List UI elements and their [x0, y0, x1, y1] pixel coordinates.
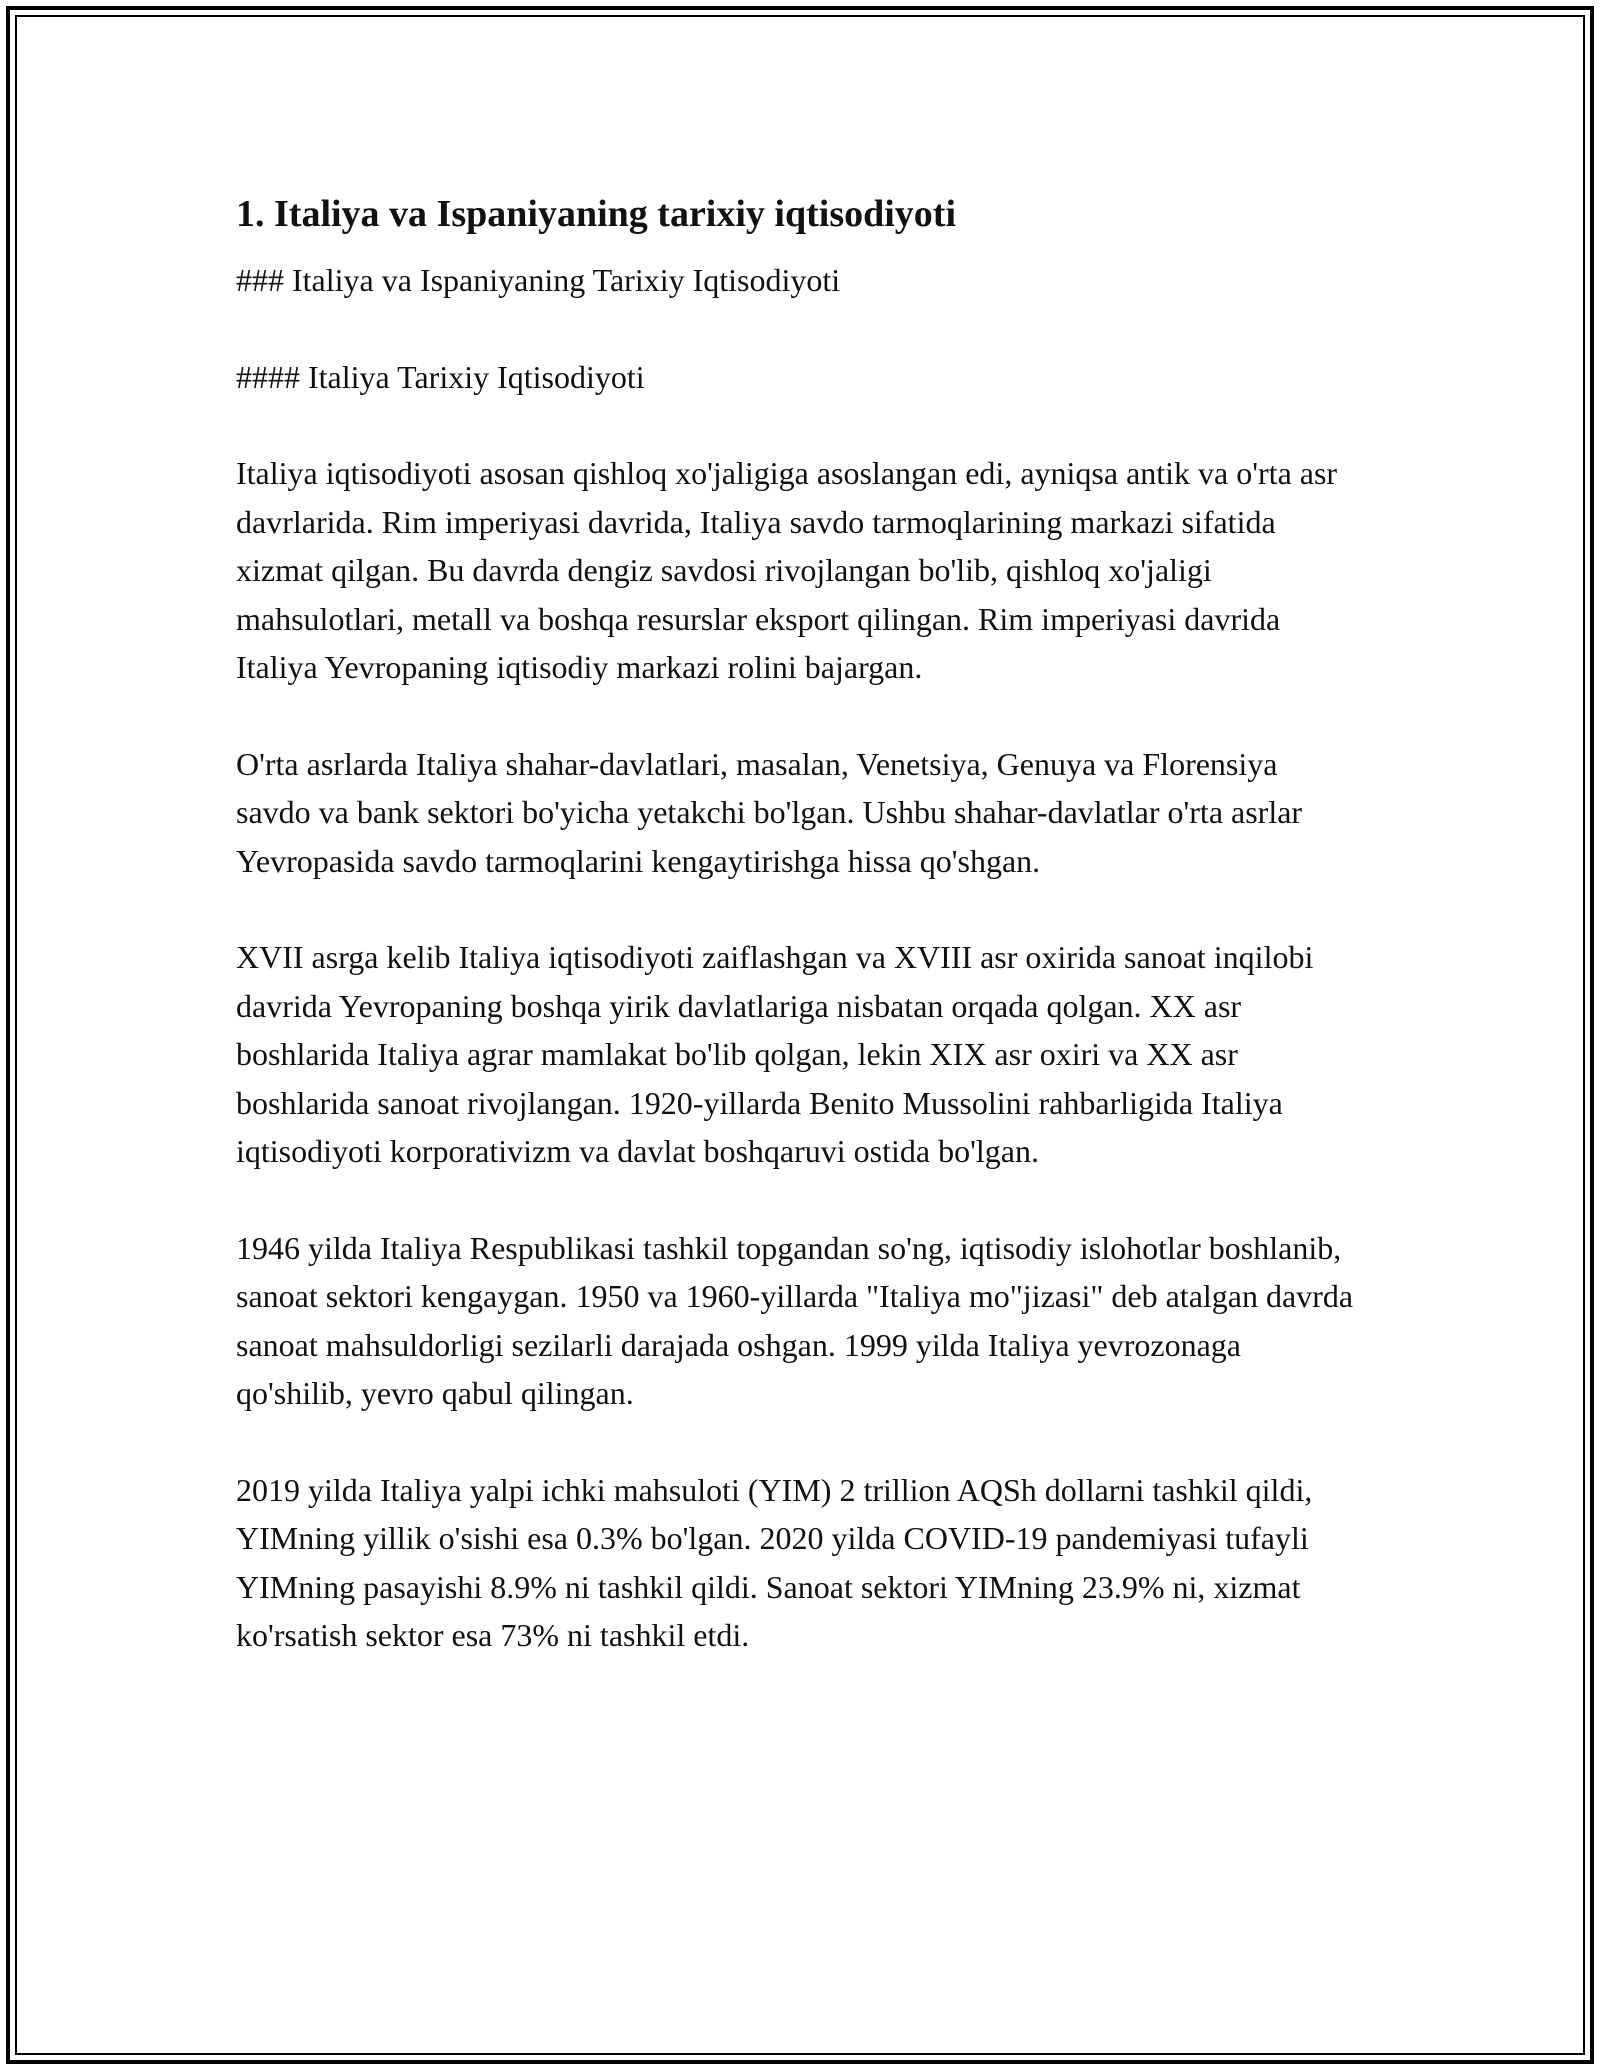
paragraph-republic-era: 1946 yilda Italiya Respublikasi tashkil topgandan so'ng, iqtisodiy islohotlar boshlanib, sanoat sektori kengaygan. 1950 va 1960-yillarda "Italiya mo"jizasi" deb atalgan davrda sanoat mahsuldorligi sezilarli darajada oshgan. 1999 yilda Italiya yevrozonaga qo'shilib, yevro qabul qilingan.	[236, 1229, 1354, 1411]
markdown-heading-h3: ### Italiya va Ispaniyaning Tarixiy Iqtisodiyoti	[236, 262, 841, 298]
paragraph-ancient-economy: Italiya iqtisodiyoti asosan qishloq xo'jaligiga asoslangan edi, ayniqsa antik va o'rta asr davrlarida. Rim imperiyasi davrida, Italiya savdo tarmoqlarining markazi sifatida xizmat qilgan. Bu davrda dengiz savdosi rivojlangan bo'lib, qishloq xo'jaligi mahsulotlari, metall va boshqa resurslar eksport qilingan. Rim imperiyasi davrida Italiya Yevropaning iqtisodiy markazi rolini bajargan.	[236, 455, 1338, 685]
paragraph-modern-gdp: 2019 yilda Italiya yalpi ichki mahsuloti (YIM) 2 trillion AQSh dollarni tashkil qildi, YIMning yillik o'sishi esa 0.3% bo'lgan. 2020 yilda COVID-19 pandemiyasi tufayli YIMning pasayishi 8.9% ni tashkil qildi. Sanoat sektori YIMning 23.9% ni, xizmat ko'rsatish sektor esa 73% ni tashkil etdi.	[236, 1471, 1313, 1653]
markdown-heading-h4: #### Italiya Tarixiy Iqtisodiyoti	[236, 358, 645, 395]
paragraph-city-states: O'rta asrlarda Italiya shahar-davlatlari, masalan, Venetsiya, Genuya va Florensiya savdo va bank sektori bo'yicha yetakchi bo'lgan. Ushbu shahar-davlatlar o'rta asrlar Yevropasida savdo tarmoqlarini kengaytirishga hissa qo'shgan.	[236, 745, 1303, 879]
document-body	[236, 186, 1356, 1660]
document-title: 1. Italiya va Ispaniyaning tarixiy iqtisodiyoti	[236, 193, 957, 235]
paragraph-decline-and-industry: XVII asrga kelib Italiya iqtisodiyoti zaiflashgan va XVIII asr oxirida sanoat inqilobi davrida Yevropaning boshqa yirik davlatlariga nisbatan orqada qolgan. XX asr boshlarida Italiya agrar mamlakat bo'lib qolgan, lekin XIX asr oxiri va XX asr boshlarida sanoat rivojlangan. 1920-yillarda Benito Mussolini rahbarligida Italiya iqtisodiyoti korporativizm va davlat boshqaruvi ostida bo'lgan.	[236, 939, 1314, 1169]
